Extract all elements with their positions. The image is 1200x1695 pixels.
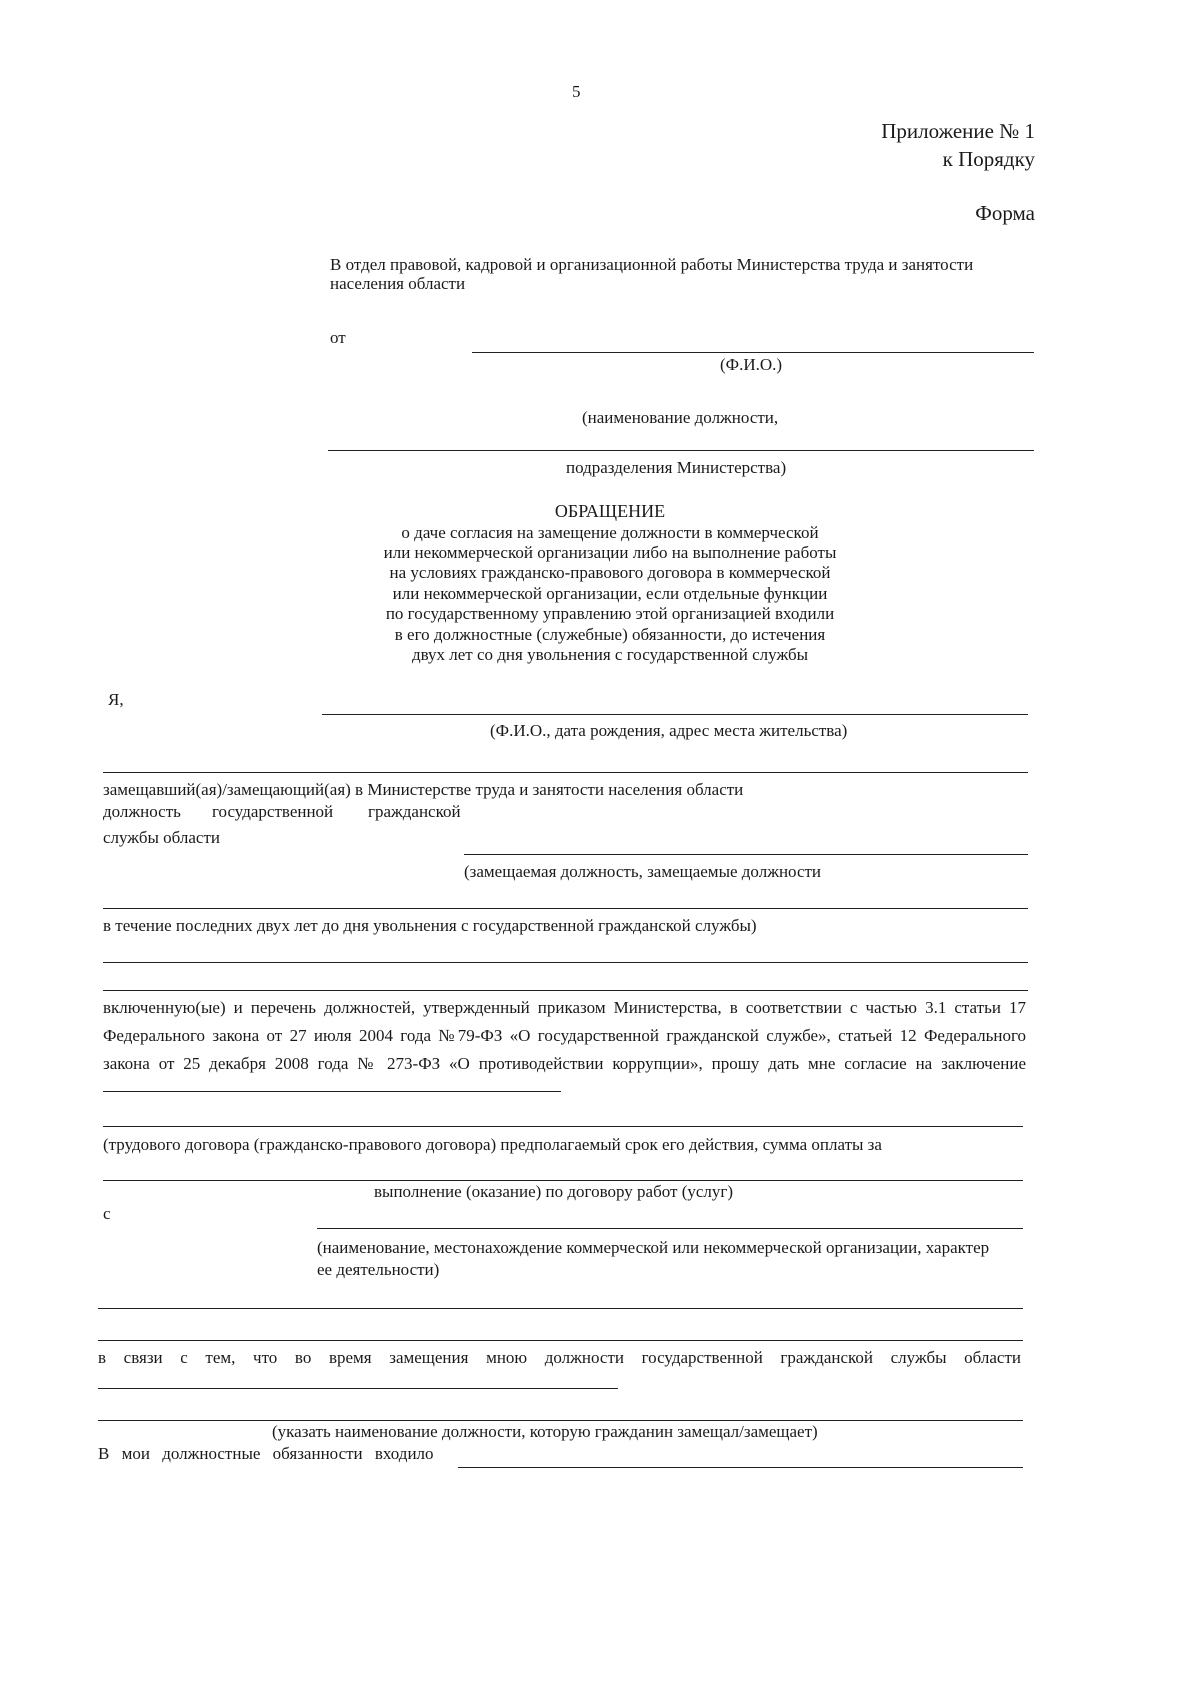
period-field-line-2[interactable]: [103, 990, 1028, 991]
contract-field-line-2[interactable]: [103, 1180, 1023, 1181]
title-line-3: на условиях гражданско-правового договора в коммерческой: [389, 563, 831, 582]
contract-caption-2: выполнение (оказание) по договору работ (услуг): [374, 1182, 734, 1201]
order-label: к Порядку: [942, 147, 1035, 171]
fio-field-line[interactable]: [472, 352, 1034, 353]
paragraph-line-2: Федерального закона от 27 июля 2004 года №79-ФЗ «О государственной гражданской службе», статьей 12 Федерального: [103, 1026, 1026, 1045]
addressee-line-1: В отдел правовой, кадровой и организационной работы Министерства труда и занятости: [330, 255, 974, 274]
paragraph-line-1: включенную(ые) и перечень должностей, утвержденный приказом Министерства, в соответствии с частью 3.1 статьи 17: [103, 998, 1026, 1017]
period-field-line[interactable]: [103, 962, 1028, 963]
addressee-line-2: населения области: [330, 274, 466, 293]
department-caption: подразделения Министерства): [566, 458, 787, 477]
applicant-caption: (Ф.И.О., дата рождения, адрес места жительства): [490, 721, 848, 740]
document-title: ОБРАЩЕНИЕ: [554, 501, 666, 521]
period-caption: в течение последних двух лет до дня увольнения с государственной гражданской службы): [103, 916, 757, 935]
held-position-field-line-2[interactable]: [103, 908, 1028, 909]
held-line: замещавший(ая)/замещающий(ая) в Министерстве труда и занятости населения области: [103, 780, 744, 799]
org-caption-1: (наименование, местонахождение коммерческой или некоммерческой организации, характер: [317, 1238, 990, 1257]
service-label: службы области: [103, 828, 220, 847]
position-field-line[interactable]: [328, 450, 1034, 451]
title-line-2: или некоммерческой организации либо на выполнение работы: [383, 543, 837, 562]
with-label: с: [103, 1204, 111, 1223]
applicant-field-line[interactable]: [322, 714, 1028, 715]
position-caption: (наименование должности,: [582, 408, 779, 427]
fio-caption: (Ф.И.О.): [720, 355, 783, 374]
position-word-1: должность: [103, 802, 181, 821]
from-label: от: [330, 328, 346, 347]
org-field-line-2[interactable]: [98, 1308, 1023, 1309]
contract-field-line[interactable]: [103, 1126, 1023, 1127]
contract-field-line-short[interactable]: [103, 1091, 561, 1092]
title-line-1: о даче согласия на замещение должности в коммерческой: [401, 523, 819, 542]
position-name-caption: (указать наименование должности, которую гражданин замещал/замещает): [272, 1422, 818, 1441]
org-field-line[interactable]: [317, 1228, 1023, 1229]
title-line-5: по государственному управлению этой организацией входили: [385, 604, 835, 623]
held-position-field-line[interactable]: [464, 854, 1028, 855]
org-caption-2: ее деятельности): [317, 1260, 440, 1279]
applicant-field-line-2[interactable]: [103, 772, 1028, 773]
page-number: 5: [572, 82, 581, 101]
reason-field-line[interactable]: [98, 1420, 1023, 1421]
duties-label: В мои должностные обязанности входило: [98, 1444, 434, 1463]
title-line-6: в его должностные (служебные) обязанности, до истечения: [394, 625, 826, 644]
duties-field-line[interactable]: [458, 1467, 1023, 1468]
paragraph-line-3: закона от 25 декабря 2008 года № 273-ФЗ «О противодействии коррупции», прошу дать мне согласие на заключение: [103, 1054, 1026, 1073]
title-line-4: или некоммерческой организации, если отдельные функции: [392, 584, 828, 603]
reason-line: в связи с тем, что во время замещения мною должности государственной гражданской службы области: [98, 1348, 1021, 1367]
position-word-2: государственной: [212, 802, 334, 821]
title-line-7: двух лет со дня увольнения с государственной службы: [411, 645, 809, 664]
contract-caption: (трудового договора (гражданско-правового договора) предполагаемый срок его действия, сумма оплаты за: [103, 1135, 882, 1154]
org-field-line-3[interactable]: [98, 1340, 1023, 1341]
appendix-label: Приложение № 1: [881, 119, 1035, 143]
i-label: Я,: [108, 690, 124, 709]
form-label: Форма: [975, 201, 1035, 225]
held-caption: (замещаемая должность, замещаемые должности: [464, 862, 822, 881]
reason-field-line-short[interactable]: [98, 1388, 618, 1389]
position-word-3: гражданской: [368, 802, 461, 821]
